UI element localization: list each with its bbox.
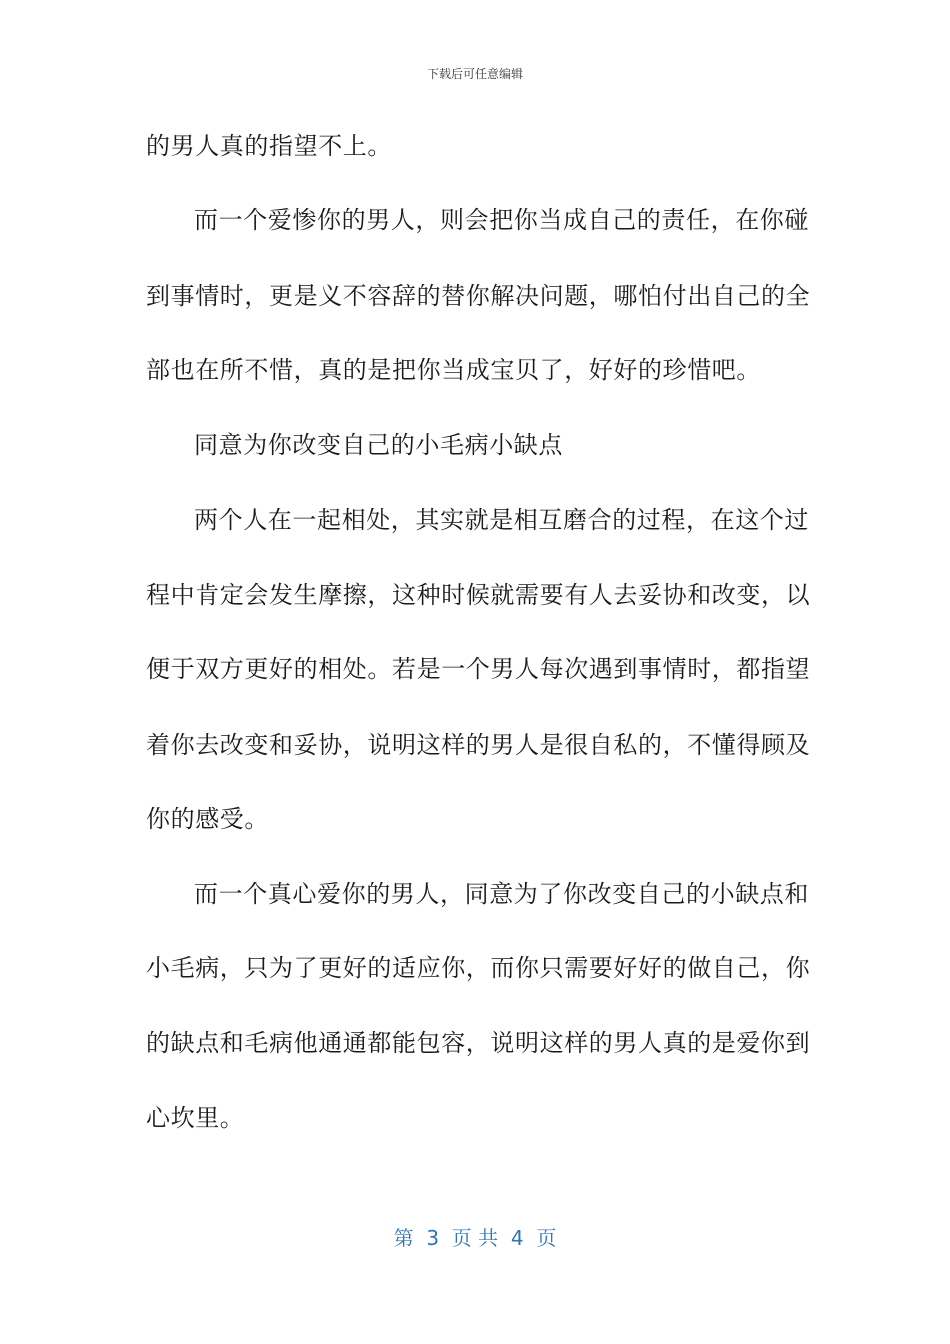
page-number-footer: 第 3 页 共 4 页: [393, 1226, 557, 1250]
page-header: 下载后可任意编辑: [426, 67, 523, 81]
body-line: 你的感受。: [146, 805, 269, 833]
body-line: 便于双方更好的相处。若是一个男人每次遇到事情时，都指望: [146, 655, 811, 683]
body-line: 的男人真的指望不上。: [146, 132, 392, 160]
body-line: 程中肯定会发生摩擦，这种时候就需要有人去妥协和改变，以: [146, 581, 811, 609]
body-line: 到事情时，更是义不容辞的替你解决问题，哪怕付出自己的全: [146, 282, 811, 310]
body-line: 而一个真心爱你的男人，同意为了你改变自己的小缺点和: [194, 880, 809, 908]
body-line: 小毛病，只为了更好的适应你，而你只需要好好的做自己，你: [146, 954, 811, 982]
body-line: 着你去改变和妥协，说明这样的男人是很自私的，不懂得顾及: [146, 731, 811, 759]
section-heading: 同意为你改变自己的小毛病小缺点: [194, 431, 563, 459]
body-line: 心坎里。: [146, 1104, 245, 1132]
body-line: 的缺点和毛病他通通都能包容，说明这样的男人真的是爱你到: [146, 1029, 811, 1057]
body-line: 部也在所不惜，真的是把你当成宝贝了，好好的珍惜吧。: [146, 356, 761, 384]
body-line: 两个人在一起相处，其实就是相互磨合的过程，在这个过: [194, 506, 809, 534]
body-line: 而一个爱惨你的男人，则会把你当成自己的责任，在你碰: [194, 206, 809, 234]
